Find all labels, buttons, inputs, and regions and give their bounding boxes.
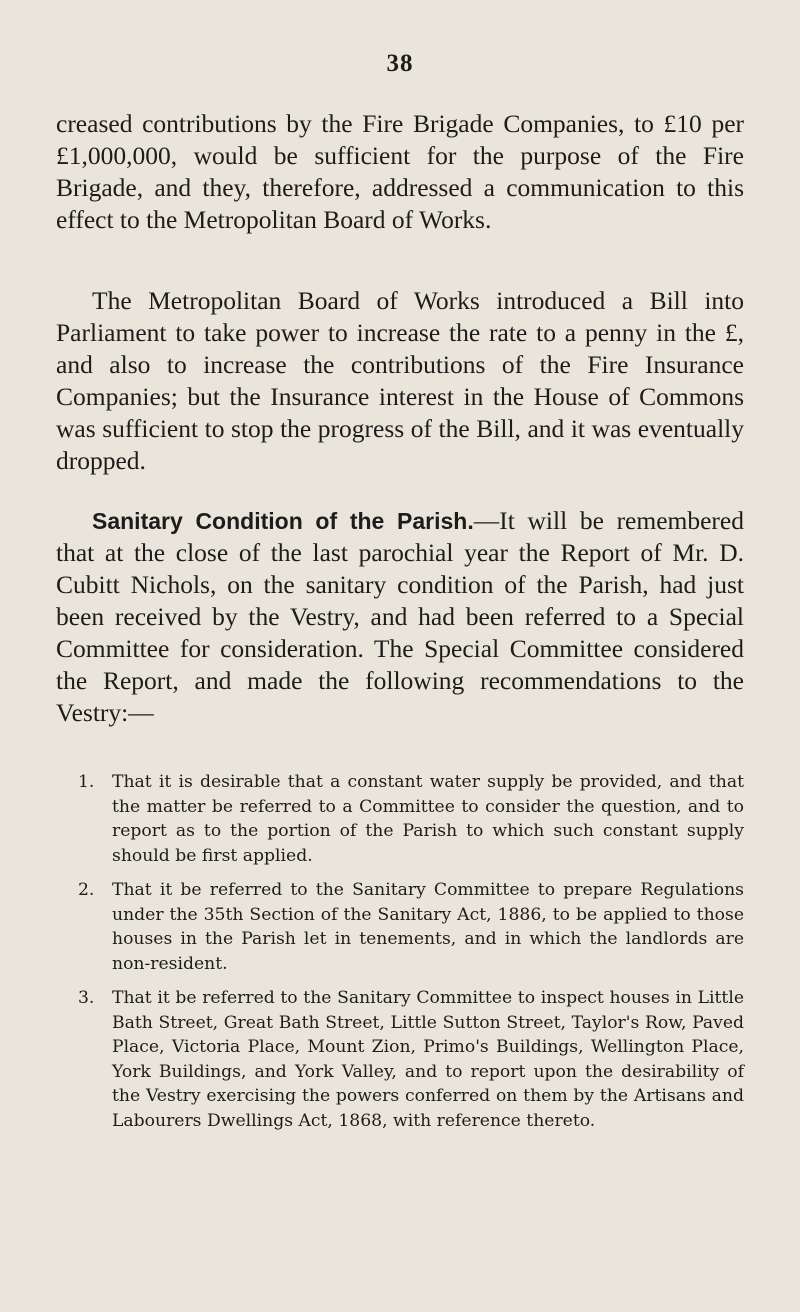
list-item-number: 2. [78,880,95,900]
page-number: 38 [386,50,414,77]
list-item-text: That it is desirable that a constant water supply be provided, and that the matter be referred to a Committee to consider the question, and to report as to the portion of the Parish to which such constant supply should be first applied. [112,772,744,866]
list-item [78,986,744,1133]
list-item-text: That it be referred to the Sanitary Committee to prepare Regulations under the 35th Section of the Sanitary Act, 1886, to be applied to those houses in the Parish let in tenements, and in which the landlords are non-resident. [112,880,744,974]
list-item-text: That it be referred to the Sanitary Committee to inspect houses in Little Bath Street, Great Bath Street, Little Sutton Street, Taylor's Row, Paved Place, Victoria Place, Mount Zion, Primo's Buildings, Wellington Place, York Buildings, and York Valley, and to report upon the desirability of the Vestry exercising the powers conferred on them by the Artisans and Labourers Dwellings Act, 1868, with reference thereto. [112,988,744,1131]
paragraph-sanitary-condition [56,505,744,729]
list-item-number: 1. [78,772,95,792]
section-heading: Sanitary Condition of the Parish. [92,508,474,534]
list-item [78,878,744,976]
list-item [78,770,744,868]
list-item-number: 3. [78,988,95,1008]
paragraph-metropolitan-board-bill: The Metropolitan Board of Works introduced a Bill into Parliament to take power to increase the rate to a penny in the £, and also to increase the contributions of the Fire Insurance Companies; but the Insurance interest in the House of Commons was sufficient to stop the progress of the Bill, and it was eventually dropped. [56,286,744,475]
paragraph-fire-brigade-contributions: creased contributions by the Fire Brigade Companies, to £10 per £1,000,000, would be sufficient for the purpose of the Fire Brigade, and they, therefore, addressed a communication to this effect to the Metropolitan Board of Works. [56,109,744,234]
paragraph-body: —It will be remembered that at the close of the last parochial year the Report of Mr. D. Cubitt Nichols, on the sanitary condition of the Parish, had just been received by the Vestry, and had been referred to a Special Committee for consideration. The Special Committee considered the Report, and made the following recommendations to the Vestry:— [56,506,744,727]
recommendations-list [78,770,744,1143]
